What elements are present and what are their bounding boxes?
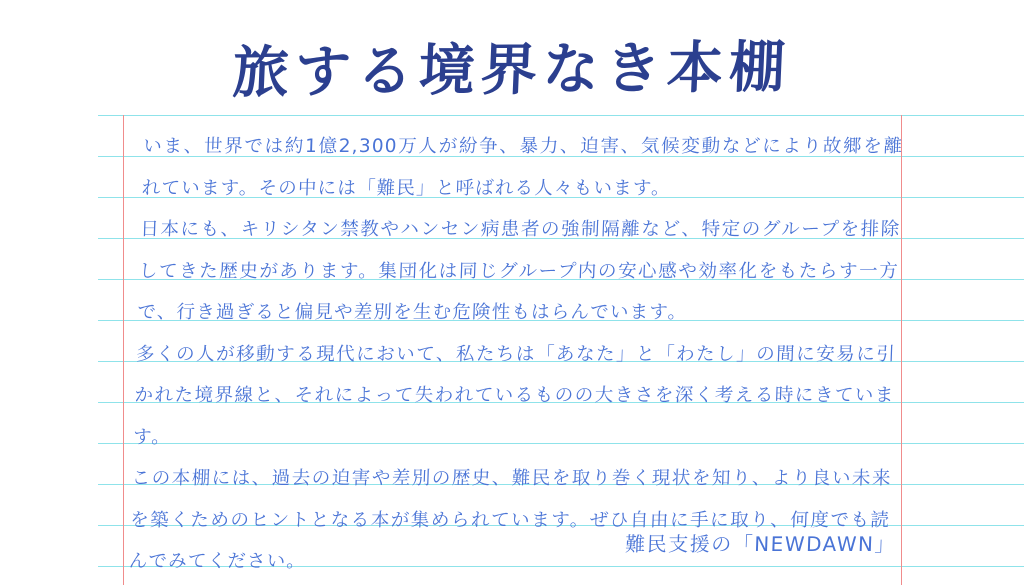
body-text xyxy=(128,126,904,583)
margin-line-left xyxy=(123,115,124,585)
signature: 難民支援の「NEWDAWN」 xyxy=(624,532,897,556)
paragraph: この本棚には、過去の迫害や差別の歴史、難民を取り巻く現状を知り、より良い未来を築くためのヒントとなる本が集められています。ぜひ自由に手に取り、何度でも読んでみてください。 xyxy=(128,468,893,572)
paragraph: 日本にも、キリシタン禁教やハンセン病患者の強制隔離など、特定のグループを排除してきた歴史があります。集団化は同じグループ内の安心感や効率化をもたらす一方で、行き過ぎると偏見や差別を生む危険性もはらんでいます。 xyxy=(137,219,901,323)
paragraph: 多くの人が移動する現代において、私たちは「あなた」と「わたし」の間に安易に引かれた境界線と、それによって失われているものの大きさを深く考える時にきています。 xyxy=(132,343,897,448)
page-title: 旅する境界なき本棚 xyxy=(231,35,793,106)
paragraph: いま、世界では約1億2,300万人が紛争、暴力、迫害、気候変動などにより故郷を離れています。その中には「難民」と呼ばれる人々もいます。 xyxy=(141,136,904,199)
rule-line xyxy=(98,115,1024,116)
